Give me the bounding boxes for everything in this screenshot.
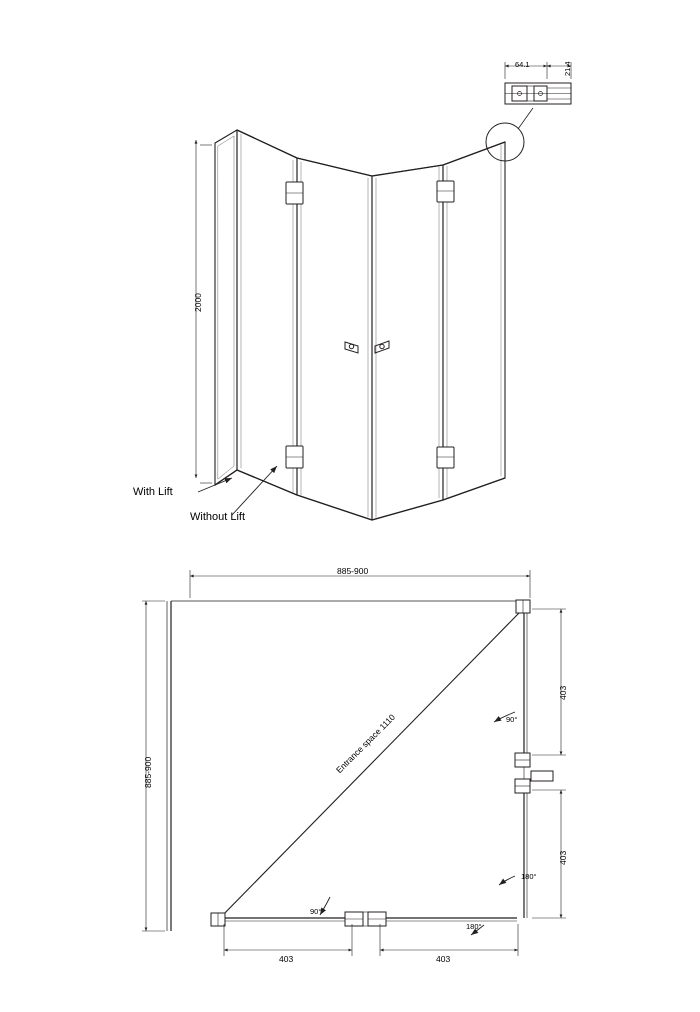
annotation-with-lift: With Lift xyxy=(133,486,173,498)
annotation-leaders xyxy=(198,466,277,515)
iso-hinge-details xyxy=(286,191,454,457)
callout-depth-dimension-label: 21.4 xyxy=(563,61,572,76)
angle-label-right-lower: 180° xyxy=(521,872,537,881)
angle-label-right-upper: 90° xyxy=(506,715,518,724)
detail-leader xyxy=(518,108,533,129)
iso-hinges xyxy=(286,181,454,468)
hinge-detail-callout xyxy=(505,83,571,104)
plan-dimension-right-lower: 403 xyxy=(558,850,568,865)
plan-height-dimension-label: 885-900 xyxy=(143,756,153,788)
swing-arrows xyxy=(320,712,518,935)
plan-dimension-bottom-left: 403 xyxy=(279,954,294,964)
iso-height-dimension-label: 2000 xyxy=(193,293,203,312)
angle-label-bottom-left: 90° xyxy=(310,907,322,916)
entrance-space-label: Entrance space 1110 xyxy=(334,712,397,776)
plan-dimension-lines xyxy=(142,570,566,956)
isometric-view-geometry xyxy=(215,130,505,520)
plan-width-dimension-label: 885-900 xyxy=(337,566,369,576)
angle-label-bottom-right: 180° xyxy=(466,922,482,931)
iso-handles xyxy=(345,341,389,353)
plan-dimension-right-upper: 403 xyxy=(558,685,568,700)
plan-hinge-blocks xyxy=(211,600,553,926)
callout-width-dimension-label: 64.1 xyxy=(515,60,530,69)
plan-dimension-bottom-right: 403 xyxy=(436,954,451,964)
annotation-without-lift: Without Lift xyxy=(190,511,246,523)
